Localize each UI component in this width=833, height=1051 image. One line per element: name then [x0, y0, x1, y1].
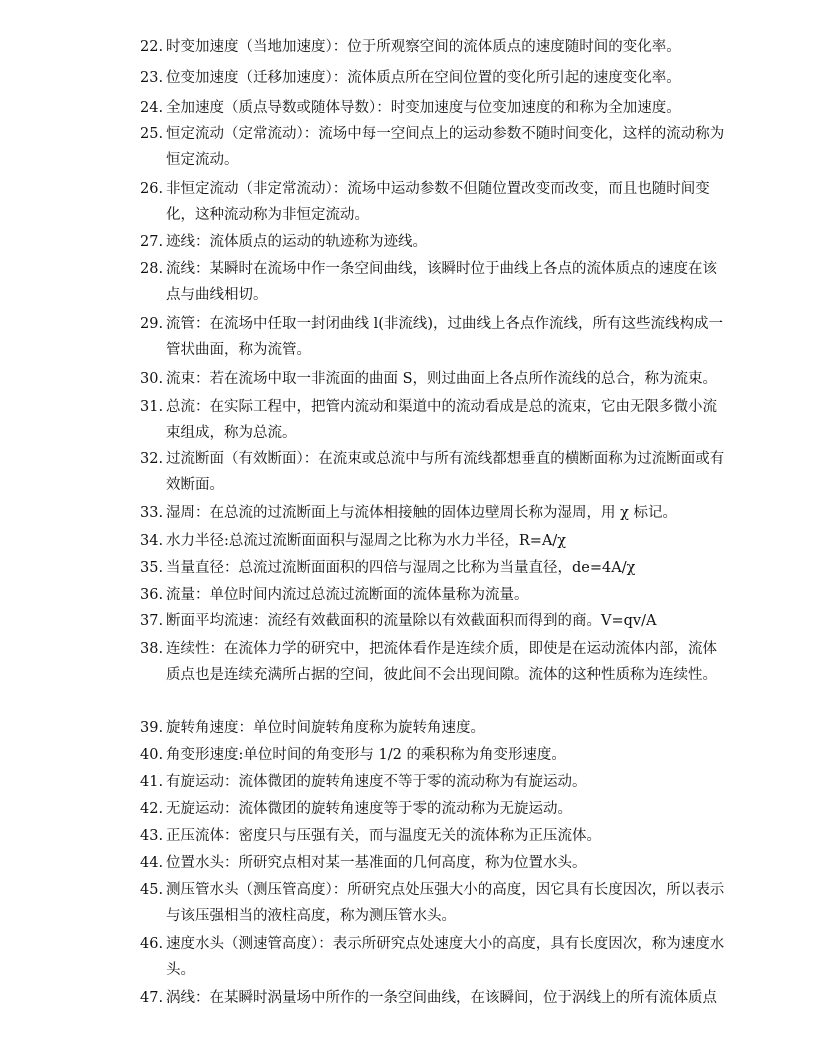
definition-item [140, 796, 730, 822]
item-text: 水力半径:总流过流断面面积与湿周之比称为水力半径，R=A/χ [166, 533, 567, 549]
item-text: 流线：某瞬时在流场中作一条空间曲线，该瞬时位于曲线上各点的流体质点的速度在该点与曲线相切。 [166, 261, 717, 303]
item-number: 40. [140, 747, 164, 763]
item-number: 26. [140, 181, 164, 197]
item-text: 速度水头（测速管高度）：表示所研究点处速度大小的高度，具有长度因次，称为速度水头。 [166, 936, 725, 978]
item-text: 迹线：流体质点的运动的轨迹称为迹线。 [166, 234, 427, 250]
definition-item [140, 121, 730, 173]
definition-item [140, 985, 730, 1011]
definition-item [140, 850, 730, 876]
definition-item [140, 931, 730, 983]
item-text: 断面平均流速：流经有效截面积的流量除以有效截面积而得到的商。V=qv/A [166, 613, 657, 629]
item-text: 时变加速度（当地加速度）：位于所观察空间的流体质点的速度随时间的变化率。 [166, 39, 681, 55]
definition-item [140, 311, 730, 363]
item-number: 24. [140, 100, 164, 116]
definition-item [140, 742, 730, 768]
item-number: 30. [140, 371, 164, 387]
item-text: 非恒定流动（非定常流动）：流场中运动参数不但随位置改变而改变，而且也随时间变化，这种流动称为非恒定流动。 [166, 181, 710, 223]
item-number: 29. [140, 316, 164, 332]
definition-item [140, 823, 730, 849]
item-text: 位变加速度（迁移加速度）：流体质点所在空间位置的变化所引起的速度变化率。 [166, 70, 681, 86]
item-text: 正压流体：密度只与压强有关，而与温度无关的流体称为正压流体。 [166, 828, 601, 844]
item-text: 流管：在流场中任取一封闭曲线 l(非流线)，过曲线上各点作流线，所有这些流线构成一管状曲面，称为流管。 [166, 316, 724, 358]
definition-item [140, 555, 730, 581]
item-number: 36. [140, 587, 164, 603]
item-text: 有旋运动：流体微团的旋转角速度不等于零的流动称为有旋运动。 [166, 774, 587, 790]
item-number: 34. [140, 533, 164, 549]
item-number: 46. [140, 936, 164, 952]
item-text: 总流：在实际工程中，把管内流动和渠道中的流动看成是总的流束，它由无限多微小流束组成，称为总流。 [166, 399, 717, 441]
item-number: 33. [140, 505, 164, 521]
item-text: 全加速度（质点导数或随体导数）：时变加速度与位变加速度的和称为全加速度。 [166, 100, 681, 116]
item-text: 角变形速度:单位时间的角变形与 1/2 的乘积称为角变形速度。 [166, 747, 566, 763]
item-number: 39. [140, 720, 164, 736]
item-text: 湿周：在总流的过流断面上与流体相接触的固体边壁周长称为湿周，用 χ 标记。 [166, 505, 678, 521]
definition-item [140, 229, 730, 255]
definition-item [140, 582, 730, 608]
item-number: 35. [140, 560, 164, 576]
definition-item [140, 34, 730, 60]
item-number: 32. [140, 451, 164, 467]
item-text: 流束：若在流场中取一非流面的曲面 S，则过曲面上各点所作流线的总合，称为流束。 [166, 371, 718, 387]
definition-item [140, 176, 730, 228]
definition-item [140, 446, 730, 498]
definition-item [140, 528, 730, 554]
item-number: 22. [140, 39, 164, 55]
definition-item [140, 366, 730, 392]
item-number: 41. [140, 774, 164, 790]
item-number: 45. [140, 882, 164, 898]
item-number: 23. [140, 70, 164, 86]
item-text: 当量直径：总流过流断面面积的四倍与湿周之比称为当量直径，de=4A/χ [166, 560, 636, 576]
item-text: 涡线：在某瞬时涡量场中所作的一条空间曲线，在该瞬间，位于涡线上的所有流体质点 [166, 990, 717, 1006]
definition-item [140, 877, 730, 929]
item-text: 无旋运动：流体微团的旋转角速度等于零的流动称为无旋运动。 [166, 801, 572, 817]
definition-item [140, 636, 730, 688]
item-number: 27. [140, 234, 164, 250]
item-text: 恒定流动（定常流动）：流场中每一空间点上的运动参数不随时间变化，这样的流动称为恒定流动。 [166, 126, 725, 168]
item-text: 过流断面（有效断面）：在流束或总流中与所有流线都想垂直的横断面称为过流断面或有效断面。 [166, 451, 725, 493]
definition-item [140, 95, 730, 121]
item-number: 25. [140, 126, 164, 142]
definition-item [140, 256, 730, 308]
definition-item [140, 715, 730, 741]
item-text: 位置水头：所研究点相对某一基准面的几何高度，称为位置水头。 [166, 855, 587, 871]
item-number: 44. [140, 855, 164, 871]
definition-item [140, 608, 730, 634]
item-text: 测压管水头（测压管高度）：所研究点处压强大小的高度，因它具有长度因次，所以表示与该压强相当的液柱高度，称为测压管水头。 [166, 882, 725, 924]
item-number: 43. [140, 828, 164, 844]
item-number: 28. [140, 261, 164, 277]
item-text: 流量：单位时间内流过总流过流断面的流体量称为流量。 [166, 587, 529, 603]
definition-item [140, 769, 730, 795]
definition-item [140, 394, 730, 446]
definition-item [140, 65, 730, 91]
item-text: 旋转角速度：单位时间旋转角度称为旋转角速度。 [166, 720, 485, 736]
definition-item [140, 500, 730, 526]
item-number: 47. [140, 990, 164, 1006]
item-text: 连续性：在流体力学的研究中，把流体看作是连续介质，即使是在运动流体内部，流体质点也是连续充满所占据的空间，彼此间不会出现间隙。流体的这种性质称为连续性。 [166, 641, 717, 683]
item-number: 42. [140, 801, 164, 817]
item-number: 37. [140, 613, 164, 629]
item-number: 31. [140, 399, 164, 415]
item-number: 38. [140, 641, 164, 657]
